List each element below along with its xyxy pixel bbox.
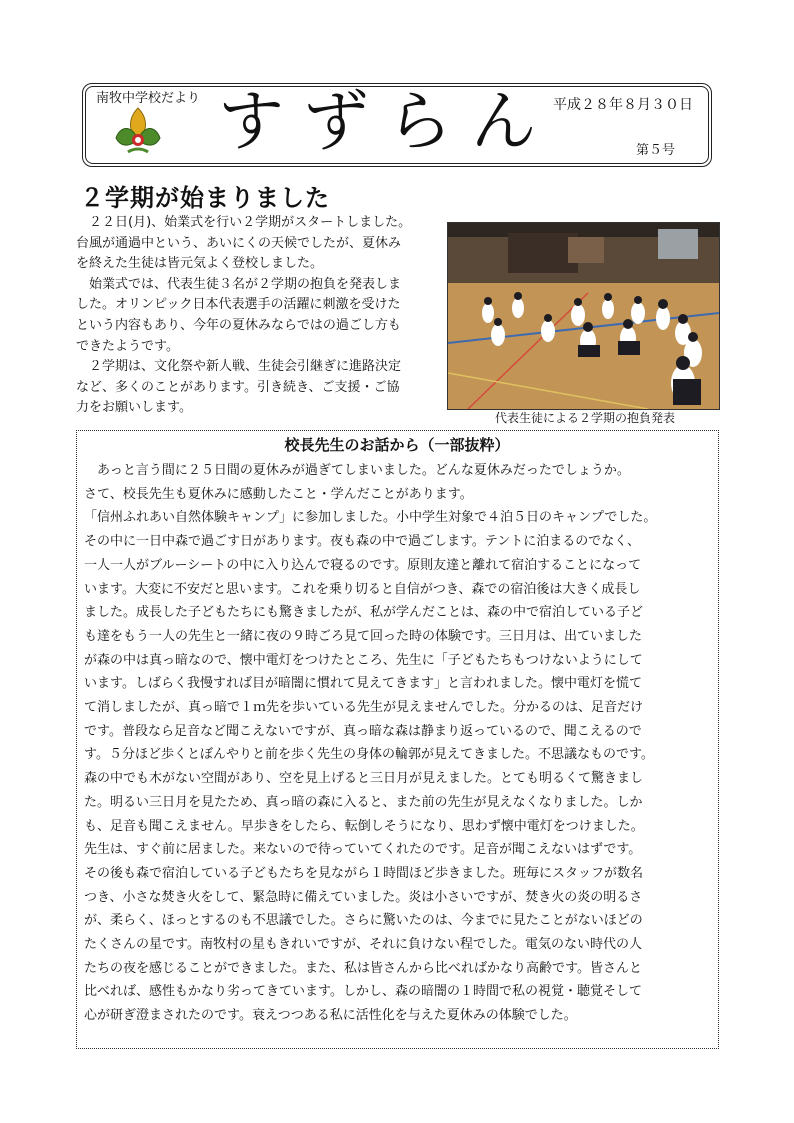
article-line: ２学期は、文化祭や新人戦、生徒会引継ぎに進路決定 [76, 359, 402, 375]
talk-line: 一人一人がブルーシートの中に入り込んで寝るのです。原則友達と離れて宿泊することになって [84, 557, 642, 573]
talk-line: が、柔らく、ほっとするのも不思議でした。さらに驚いたのは、今までに見たことがないほどの [84, 913, 643, 929]
talk-line: たくさんの星です。南牧村の星もきれいですが、それに負けない程でした。電気のない時代の人 [84, 937, 642, 953]
talk-line: ました。成長した子どもたちにも驚きましたが、私が学んだことは、森の中で宿泊している子ど [84, 605, 644, 621]
article-heading: ２学期が始まりました [80, 184, 330, 212]
article-line: ２２日(月)、始業式を行い２学期がスタートしました。 [76, 215, 412, 230]
article-line: 台風が通過中という、あいにくの天候でしたが、夏休み [76, 235, 402, 251]
principal-talk-body [84, 459, 714, 1028]
photo-caption: 代表生徒による２学期の抱負発表 [495, 411, 676, 425]
article-line: した。オリンピック日本代表選手の活躍に刺激を受けた [76, 297, 401, 313]
talk-line: 先生は、すぐ前に居ました。来ないので待っていてくれたのです。足音が聞こえないはずです。 [84, 842, 642, 858]
talk-line: て消しましたが、真っ暗で１ｍ先を歩いている先生が見えませんでした。分かるのは、足音だけ [84, 700, 644, 716]
talk-line: す。５分ほど歩くとぼんやりと前を歩く先生の身体の輪郭が見えてきました。不思議なものです。 [84, 747, 654, 763]
talk-line: が森の中は真っ暗なので、懐中電灯をつけたところ、先生に「子どもたちもつけないようにして [84, 652, 643, 668]
talk-line: つき、小さな焚き火をして、緊急時に備えていました。炎は小さいですが、焚き火の炎の明るさ [84, 889, 643, 905]
article-body [76, 213, 441, 419]
article-line: できたようです。 [76, 338, 179, 354]
article-line: 始業式では、代表生徒３名が２学期の抱負を発表しま [76, 276, 402, 292]
talk-line: その後も森で宿泊している子どもたちを見ながら１時間ほど歩きました。班毎にスタッフが数名 [84, 865, 644, 881]
talk-line: あっと言う間に２５日間の夏休みが過ぎてしまいました。どんな夏休みだったでしょうか。 [84, 463, 630, 478]
talk-line: 森の中でも木がない空間があり、空を見上げると三日月が見えました。とても明るくて驚きまし [84, 771, 644, 787]
talk-line: います。しばらく我慢すれば目が暗闇に慣れて見えてきます」と言われました。懐中電灯を慌て [84, 676, 642, 692]
talk-line: 「信州ふれあい自然体験キャンプ」に参加しました。小中学生対象で４泊５日のキャンプでした。 [84, 510, 657, 526]
talk-line: た。明るい三日月を見たため、真っ暗の森に入ると、また前の先生が見えなくなりました。しか [84, 794, 643, 810]
issue-number: 第５号 [636, 143, 676, 158]
school-newsletter-name: 南牧中学校だより [96, 91, 201, 106]
issue-date: 平成２８年８月３０日 [553, 97, 693, 113]
talk-line: さて、校長先生も夏休みに感動したこと・学んだことがあります。 [84, 486, 473, 502]
article-line: という内容もあり、今年の夏休みならではの過ごし方も [76, 317, 401, 333]
talk-line: 比べれば、感性もかなり劣ってきています。しかし、森の暗闇の１時間で私の視覚・聴覚そして [84, 984, 642, 1000]
gym-ceremony-photo [447, 222, 720, 410]
talk-line: です。普段なら足音など聞こえないですが、真っ暗な森は静まり返っているので、聞こえるので [84, 723, 642, 739]
principal-talk-title: 校長先生のお話から（一部抜粋） [284, 436, 510, 454]
article-line: など、多くのことがあります。引き続き、ご支援・ご協 [76, 379, 400, 395]
newsletter-title: すずらん [218, 83, 555, 160]
talk-line: 心が研ぎ澄まされたのです。衰えつつある私に活性化を与えた夏休みの体験でした。 [84, 1008, 577, 1024]
talk-line: います。大変に不安だと思います。これを乗り切ると自信がつき、森での宿泊後は大きく成長し [84, 581, 641, 597]
article-line: 力をお願いします。 [76, 400, 192, 416]
talk-line: も達をもう一人の先生と一緒に夜の９時ごろ見て回った時の体験です。三日月は、出ていました [84, 628, 642, 644]
talk-line: も、足音も聞こえません。早歩きをしたら、転倒しそうになり、思わず懐中電灯をつけました。 [84, 818, 644, 834]
suzuran-leaf-emblem-icon [110, 104, 166, 162]
article-line: を終えた生徒は皆元気よく登校しました。 [76, 256, 324, 272]
talk-line: たちの夜を感じることができました。また、私は皆さんから比べればかなり高齢です。皆さんと [84, 960, 642, 976]
talk-line: その中に一日中森で過ごす日があります。夜も森の中で過ごします。テントに泊まるのでなく、 [84, 534, 641, 550]
